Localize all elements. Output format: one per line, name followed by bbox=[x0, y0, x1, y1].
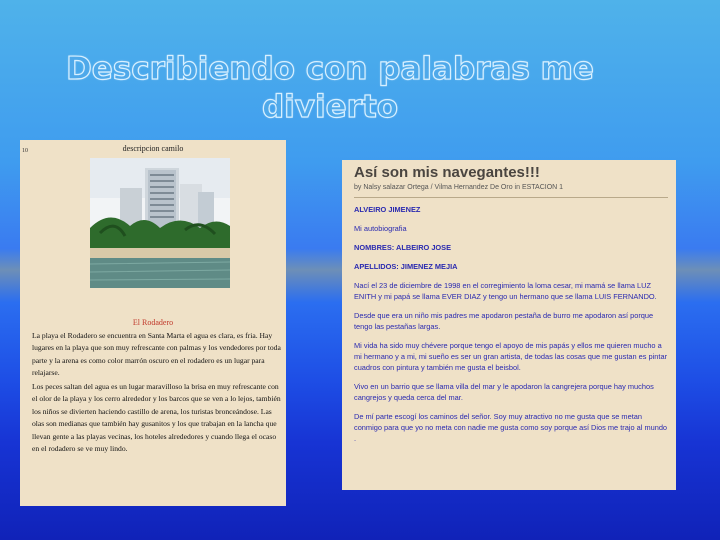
first-names: NOMBRES: ALBEIRO JOSE bbox=[354, 243, 452, 252]
beach-photo bbox=[90, 158, 230, 288]
corner-mark: 10 bbox=[22, 148, 28, 154]
bio-paragraph-3: Mi vida ha sido muy chévere porque tengo el apoyo de mis papás y ellos me quieren mucho a mi hermano y a mi, mi sueño es ser un gran artista, de todas las cosas que me gustan es pintar cuadros con pintura y también me gusta el beisbol. bbox=[354, 341, 668, 372]
bio-paragraph-5: De mí parte escogí los caminos del señor. Soy muy atractivo no me gusta que se metan conmigo para que yo no meta con nadie me gusta como soy porque así Dios me trajo al mundo . bbox=[354, 412, 668, 443]
left-paragraph-2: Los peces saltan del agua es un lugar maravilloso la brisa en muy refrescante con el olor de la playa y los cerro alrededor y los barcos que se ven a lo lejos, también los niños se divierten haciendo castillo de arena, los turistas bronceándose. Las olas son medianas que también hay gusanitos y los que trabajan en la lancha que llevan gente a las playas vecinas, los hoteles alrededores y cuando llega el ocaso en el rodadero se ve muy lindo. bbox=[32, 382, 281, 454]
left-document bbox=[20, 140, 286, 506]
last-names: APELLIDOS: JIMENEZ MEJIA bbox=[354, 262, 458, 271]
section-label: Mi autobiografia bbox=[354, 224, 407, 233]
byline: by Nalsy salazar Ortega / Vilma Hernandez De Oro in ESTACION 1 bbox=[354, 184, 564, 191]
slide-title: Describiendo con palabras me divierto bbox=[66, 51, 594, 125]
divider bbox=[354, 197, 668, 198]
student-name-heading: ALVEIRO JIMENEZ bbox=[354, 205, 421, 214]
right-document bbox=[342, 160, 676, 490]
bio-paragraph-4: Vivo en un barrio que se llama villa del mar y le apodaron la cangrejera porque hay muchos cangrejos y queda cerca del mar. bbox=[354, 382, 654, 402]
left-document-title: descripcion camilo bbox=[122, 144, 184, 153]
bio-paragraph-2: Desde que era un niño mis padres me apodaron pestaña de burro me apodaron así porque tengo las pestañas largas. bbox=[354, 311, 654, 331]
bio-paragraph-1: Nací el 23 de diciembre de 1998 en el corregimiento la loma cesar, mi mamá se llama LUZ ENITH y mi papá se llama EVER DIAZ y tengo un hermano que se llama LUIS FERNANDO. bbox=[354, 281, 657, 301]
left-paragraph-1: La playa el Rodadero se encuentra en Santa Marta el agua es clara, es fria. Hay lugares en la playa que son muy refrescante con palmas y los vendedores por toda parte y la arena es como color marrón oscuro en el rodadero es un lugar para relajarse. bbox=[32, 331, 281, 378]
right-document-title: Así son mis navegantes!!! bbox=[354, 164, 540, 181]
photo-subtitle: El Rodadero bbox=[132, 318, 174, 327]
